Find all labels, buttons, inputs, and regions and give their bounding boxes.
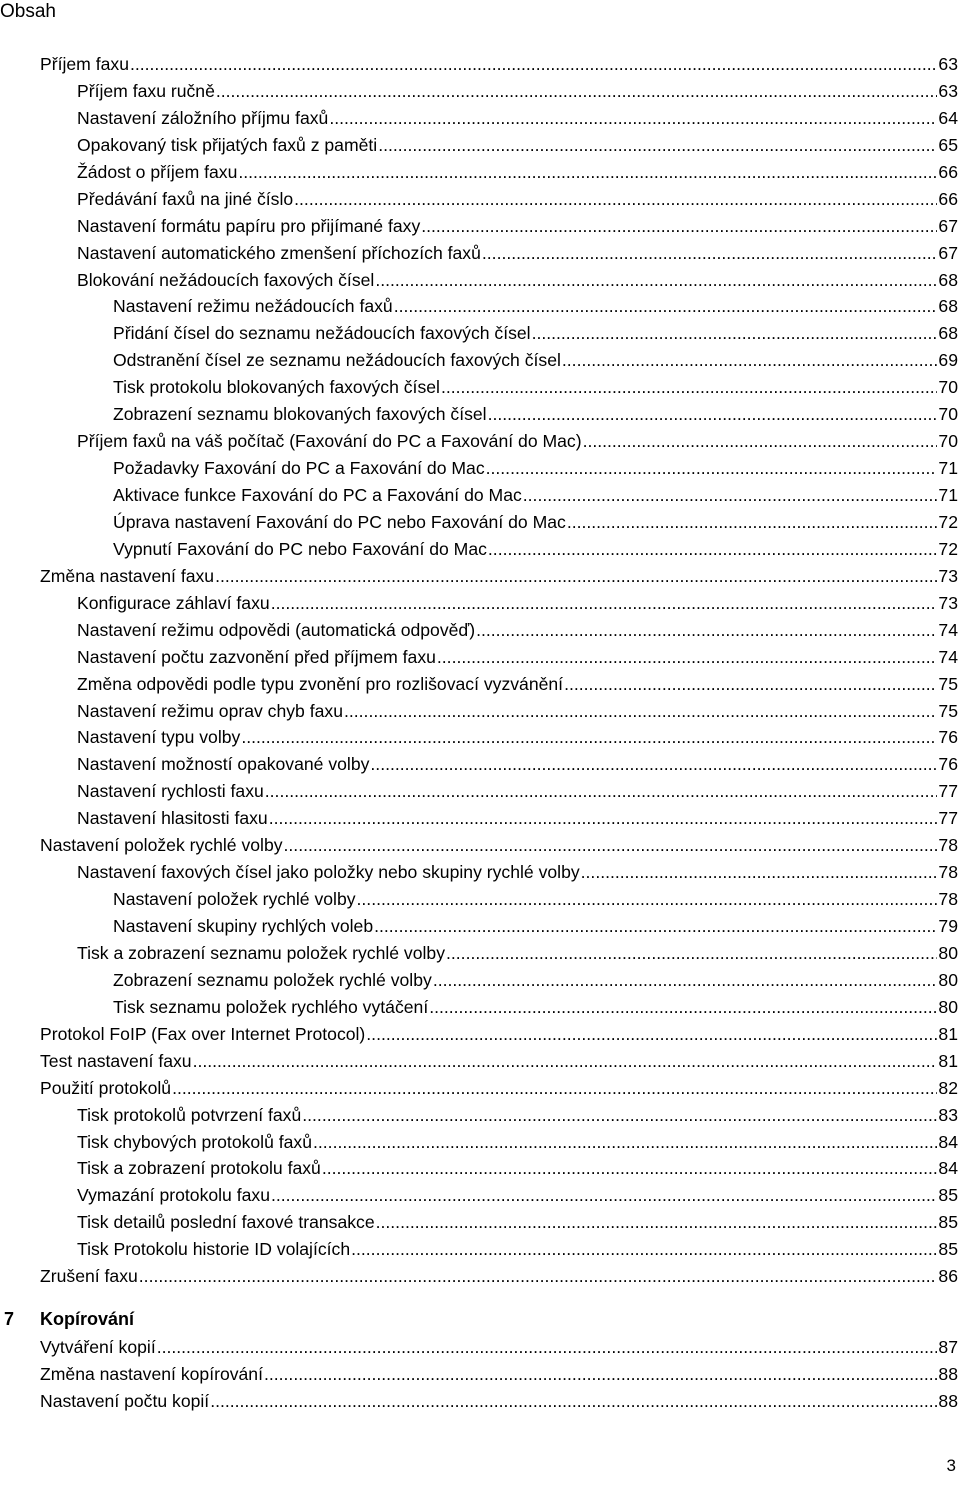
toc-entry-title: Nastavení rychlosti faxu: [77, 781, 264, 802]
toc-entry[interactable]: [0, 617, 960, 644]
toc-entry-title: Změna nastavení faxu: [40, 565, 215, 586]
toc-dot-leader: [139, 1263, 938, 1289]
toc-entry[interactable]: [0, 401, 960, 428]
toc-entry-title: Opakovaný tisk přijatých faxů z paměti: [77, 134, 378, 155]
toc-dot-leader: [486, 455, 938, 481]
toc-entry-title: Aktivace funkce Faxování do PC a Faxování do Mac: [113, 485, 522, 505]
toc-entry-title: Tisk chybových protokolů faxů: [77, 1131, 313, 1152]
toc-entry-title: Tisk a zobrazení seznamu položek rychlé volby: [77, 942, 446, 963]
toc-entry[interactable]: [0, 347, 960, 374]
toc-entry-page: 88: [938, 1363, 958, 1384]
toc-dot-leader: [329, 105, 937, 131]
toc-dot-leader: [394, 293, 938, 319]
toc-entry-page: 85: [938, 1185, 958, 1206]
toc-dot-leader: [433, 967, 938, 993]
toc-entry-page: 64: [938, 107, 958, 128]
page-title: Obsah: [0, 1, 56, 22]
toc-dot-leader: [271, 1182, 937, 1208]
toc-entry-title: Nastavení režimu oprav chyb faxu: [77, 700, 343, 721]
toc-dot-leader: [429, 994, 937, 1020]
toc-entry-title: Konfigurace záhlaví faxu: [77, 592, 270, 613]
toc-entry-page: 70: [938, 404, 958, 425]
toc-entry-title: Vytváření kopií: [40, 1337, 156, 1357]
toc-entry-page: 69: [938, 350, 958, 371]
toc-entry-title: Tisk protokolu blokovaných faxových čísel: [113, 377, 440, 398]
toc-entry[interactable]: [0, 213, 960, 240]
toc-entry-page: 68: [938, 269, 958, 290]
toc-entry-page: 75: [938, 673, 958, 694]
toc-entry-page: 66: [938, 188, 958, 209]
toc-entry-title: Nastavení počtu kopií: [40, 1390, 210, 1411]
table-of-contents: [0, 51, 960, 1290]
toc-entry-title: Nastavení typu volby: [77, 727, 241, 748]
toc-entry-title: Úprava nastavení Faxování do PC nebo Faxování do Mac: [113, 511, 566, 532]
toc-entry[interactable]: [0, 1361, 960, 1388]
toc-entry-page: 80: [938, 996, 958, 1017]
toc-entry[interactable]: [0, 320, 960, 347]
toc-entry-page: 70: [938, 377, 958, 398]
toc-dot-leader: [523, 482, 938, 508]
toc-dot-leader: [130, 51, 937, 77]
toc-entry[interactable]: [0, 859, 960, 886]
toc-entry-page: 80: [938, 942, 958, 963]
toc-entry-title: Odstranění čísel ze seznamu nežádoucích faxových čísel: [113, 350, 561, 371]
toc-entry[interactable]: [0, 105, 960, 132]
toc-entry-title: Změna nastavení kopírování: [40, 1363, 263, 1384]
toc-dot-leader: [482, 240, 938, 266]
toc-entry-page: 67: [938, 242, 958, 263]
toc-entry[interactable]: [0, 186, 960, 213]
toc-dot-leader: [264, 1361, 937, 1387]
toc-entry-title: Nastavení položek rychlé volby: [40, 835, 283, 856]
toc-entry[interactable]: [0, 1102, 960, 1129]
toc-dot-leader: [375, 267, 937, 293]
toc-dot-leader: [215, 563, 937, 589]
toc-entry-page: 68: [938, 296, 958, 317]
toc-dot-leader: [441, 374, 937, 400]
toc-dot-leader: [302, 1102, 937, 1128]
toc-entry-page: 75: [938, 700, 958, 721]
toc-dot-leader: [421, 213, 937, 239]
toc-entry-page: 81: [938, 1050, 958, 1071]
toc-entry[interactable]: [0, 509, 960, 536]
toc-entry-page: 63: [938, 80, 958, 101]
toc-entry[interactable]: [0, 1236, 960, 1263]
toc-entry-page: 87: [938, 1337, 958, 1357]
toc-entry[interactable]: [0, 455, 960, 482]
toc-entry-title: Tisk protokolů potvrzení faxů: [77, 1104, 302, 1125]
toc-entry[interactable]: [0, 940, 960, 967]
toc-entry-page: 74: [938, 619, 958, 640]
toc-dot-leader: [210, 1388, 937, 1414]
toc-entry-page: 85: [938, 1239, 958, 1260]
toc-entry-page: 73: [938, 592, 958, 613]
toc-entry[interactable]: [0, 1182, 960, 1209]
toc-entry-page: 86: [938, 1266, 958, 1287]
toc-dot-leader: [488, 536, 938, 562]
toc-dot-leader: [446, 940, 937, 966]
toc-entry[interactable]: [0, 51, 960, 78]
toc-entry-title: Protokol FoIP (Fax over Internet Protocol): [40, 1023, 366, 1044]
toc-entry[interactable]: [0, 967, 960, 994]
toc-dot-leader: [532, 320, 938, 346]
toc-entry-title: Předávání faxů na jiné číslo: [77, 188, 294, 209]
chapter-heading: [0, 1305, 960, 1333]
toc-entry[interactable]: [0, 267, 960, 294]
chapter-title: Kopírování: [40, 1309, 135, 1329]
toc-entry-title: Nastavení počtu zazvonění před příjmem faxu: [77, 646, 436, 667]
toc-dot-leader: [376, 1209, 938, 1235]
toc-dot-leader: [271, 590, 938, 616]
toc-dot-leader: [378, 132, 937, 158]
toc-dot-leader: [269, 805, 938, 831]
toc-dot-leader: [562, 347, 938, 373]
toc-entry-page: 66: [938, 161, 958, 182]
toc-entry-page: 78: [938, 835, 958, 856]
toc-entry-title: Použití protokolů: [40, 1077, 172, 1098]
toc-dot-leader: [567, 509, 938, 535]
toc-entry[interactable]: [0, 159, 960, 186]
toc-entry[interactable]: [0, 78, 960, 105]
toc-entry-title: Nastavení automatického zmenšení příchozích faxů: [77, 242, 481, 263]
toc-entry-page: 76: [938, 727, 958, 748]
toc-dot-leader: [216, 78, 938, 104]
toc-entry-page: 63: [938, 54, 958, 74]
toc-entry-title: Nastavení faxových čísel jako položky nebo skupiny rychlé volby: [77, 862, 580, 883]
toc-dot-leader: [313, 1129, 937, 1155]
toc-entry-page: 70: [938, 431, 958, 452]
toc-entry[interactable]: [0, 374, 960, 401]
toc-entry-page: 68: [938, 323, 958, 344]
toc-entry-page: 72: [938, 538, 958, 559]
toc-entry-page: 82: [938, 1077, 958, 1098]
toc-entry[interactable]: [0, 1129, 960, 1156]
toc-dot-leader: [374, 913, 937, 939]
toc-entry[interactable]: [0, 1388, 960, 1415]
toc-entry-title: Požadavky Faxování do PC a Faxování do Mac: [113, 458, 485, 479]
toc-dot-leader: [370, 751, 937, 777]
toc-entry-page: 81: [938, 1023, 958, 1044]
toc-entry[interactable]: [0, 671, 960, 698]
toc-dot-leader: [157, 1334, 938, 1360]
chapter-number: 7: [4, 1309, 15, 1329]
toc-entry[interactable]: [0, 751, 960, 778]
toc-dot-leader: [322, 1155, 938, 1181]
toc-dot-leader: [476, 617, 937, 643]
toc-entry[interactable]: [0, 132, 960, 159]
toc-entry-title: Příjem faxu: [40, 54, 129, 74]
toc-entry-page: 74: [938, 646, 958, 667]
chapter-section: [0, 1305, 960, 1415]
toc-entry[interactable]: [0, 724, 960, 751]
toc-dot-leader: [351, 1236, 937, 1262]
toc-entry-title: Příjem faxu ručně: [77, 80, 215, 101]
toc-entry-page: 71: [938, 458, 958, 479]
toc-entry-title: Tisk seznamu položek rychlého vytáčení: [113, 996, 429, 1017]
toc-entry-title: Nastavení režimu odpovědi (automatická odpověď): [77, 619, 476, 640]
toc-entry[interactable]: [0, 1048, 960, 1075]
toc-entry[interactable]: [0, 563, 960, 590]
toc-entry-page: 80: [938, 969, 958, 990]
toc-entry[interactable]: [0, 886, 960, 913]
toc-entry-page: 83: [938, 1104, 958, 1125]
toc-entry-title: Nastavení hlasitosti faxu: [77, 808, 268, 829]
toc-dot-leader: [366, 1021, 937, 1047]
toc-entry[interactable]: [0, 698, 960, 725]
toc-entry-title: Vypnutí Faxování do PC nebo Faxování do Mac: [113, 538, 487, 559]
toc-entry-page: 72: [938, 511, 958, 532]
toc-entry[interactable]: [0, 1334, 960, 1361]
toc-dot-leader: [581, 859, 938, 885]
toc-dot-leader: [172, 1075, 937, 1101]
toc-entry-page: 78: [938, 889, 958, 910]
toc-entry[interactable]: [0, 536, 960, 563]
toc-entry-page: 84: [938, 1131, 958, 1152]
toc-entry-title: Přidání čísel do seznamu nežádoucích faxových čísel: [113, 323, 531, 344]
toc-entry-title: Nastavení položek rychlé volby: [113, 889, 356, 910]
toc-entry-title: Žádost o příjem faxu: [77, 161, 238, 182]
toc-entry-page: 85: [938, 1212, 958, 1233]
toc-entry-title: Tisk detailů poslední faxové transakce: [77, 1212, 375, 1233]
toc-entry-page: 79: [938, 916, 958, 936]
chapter-entries: [0, 1334, 960, 1415]
page-number: 3: [946, 1456, 956, 1475]
toc-entry-title: Test nastavení faxu: [40, 1050, 192, 1071]
toc-dot-leader: [241, 724, 937, 750]
toc-dot-leader: [488, 401, 938, 427]
toc-entry[interactable]: [0, 778, 960, 805]
toc-entry-page: 78: [938, 862, 958, 883]
toc-dot-leader: [284, 832, 938, 858]
toc-dot-leader: [583, 428, 938, 454]
toc-entry-page: 77: [938, 808, 958, 829]
toc-dot-leader: [294, 186, 937, 212]
toc-entry[interactable]: [0, 428, 960, 455]
toc-entry[interactable]: [0, 832, 960, 859]
toc-dot-leader: [357, 886, 938, 912]
toc-entry-title: Nastavení formátu papíru pro přijímané faxy: [77, 215, 421, 236]
toc-dot-leader: [344, 698, 937, 724]
toc-entry-title: Tisk a zobrazení protokolu faxů: [77, 1158, 321, 1179]
toc-entry-title: Nastavení režimu nežádoucích faxů: [113, 296, 393, 317]
toc-entry[interactable]: [0, 1209, 960, 1236]
toc-entry[interactable]: [0, 805, 960, 832]
toc-entry[interactable]: [0, 644, 960, 671]
toc-dot-leader: [437, 644, 938, 670]
toc-entry-title: Nastavení skupiny rychlých voleb: [113, 916, 374, 936]
toc-entry-page: 84: [938, 1158, 958, 1179]
toc-entry[interactable]: [0, 1021, 960, 1048]
toc-dot-leader: [265, 778, 938, 804]
toc-entry-title: Tisk Protokolu historie ID volajících: [77, 1239, 351, 1260]
toc-dot-leader: [238, 159, 937, 185]
toc-entry[interactable]: [0, 1155, 960, 1182]
toc-entry-title: Vymazání protokolu faxu: [77, 1185, 270, 1206]
toc-dot-leader: [193, 1048, 938, 1074]
toc-entry-title: Příjem faxů na váš počítač (Faxování do PC a Faxování do Mac): [77, 431, 582, 452]
toc-entry[interactable]: [0, 293, 960, 320]
toc-entry[interactable]: [0, 240, 960, 267]
toc-entry[interactable]: [0, 994, 960, 1021]
toc-entry[interactable]: [0, 1263, 960, 1290]
toc-entry-page: 76: [938, 754, 958, 775]
toc-entry[interactable]: [0, 1075, 960, 1102]
toc-entry[interactable]: [0, 590, 960, 617]
toc-entry[interactable]: [0, 482, 960, 509]
toc-entry-page: 71: [938, 485, 958, 505]
toc-entry-page: 88: [938, 1390, 958, 1411]
toc-entry-title: Nastavení záložního příjmu faxů: [77, 107, 329, 128]
toc-entry-title: Nastavení možností opakované volby: [77, 754, 370, 775]
toc-entry-title: Zrušení faxu: [40, 1266, 138, 1287]
toc-entry-title: Zobrazení seznamu blokovaných faxových čísel: [113, 404, 487, 425]
toc-entry-title: Změna odpovědi podle typu zvonění pro rozlišovací vyzvánění: [77, 673, 564, 694]
toc-entry-page: 77: [938, 781, 958, 802]
toc-entry-page: 73: [938, 565, 958, 586]
toc-dot-leader: [564, 671, 937, 697]
toc-entry-page: 65: [938, 134, 958, 155]
toc-entry-title: Zobrazení seznamu položek rychlé volby: [113, 969, 432, 990]
toc-entry-page: 67: [938, 215, 958, 236]
toc-entry[interactable]: [0, 913, 960, 940]
toc-entry-title: Blokování nežádoucích faxových čísel: [77, 269, 375, 290]
